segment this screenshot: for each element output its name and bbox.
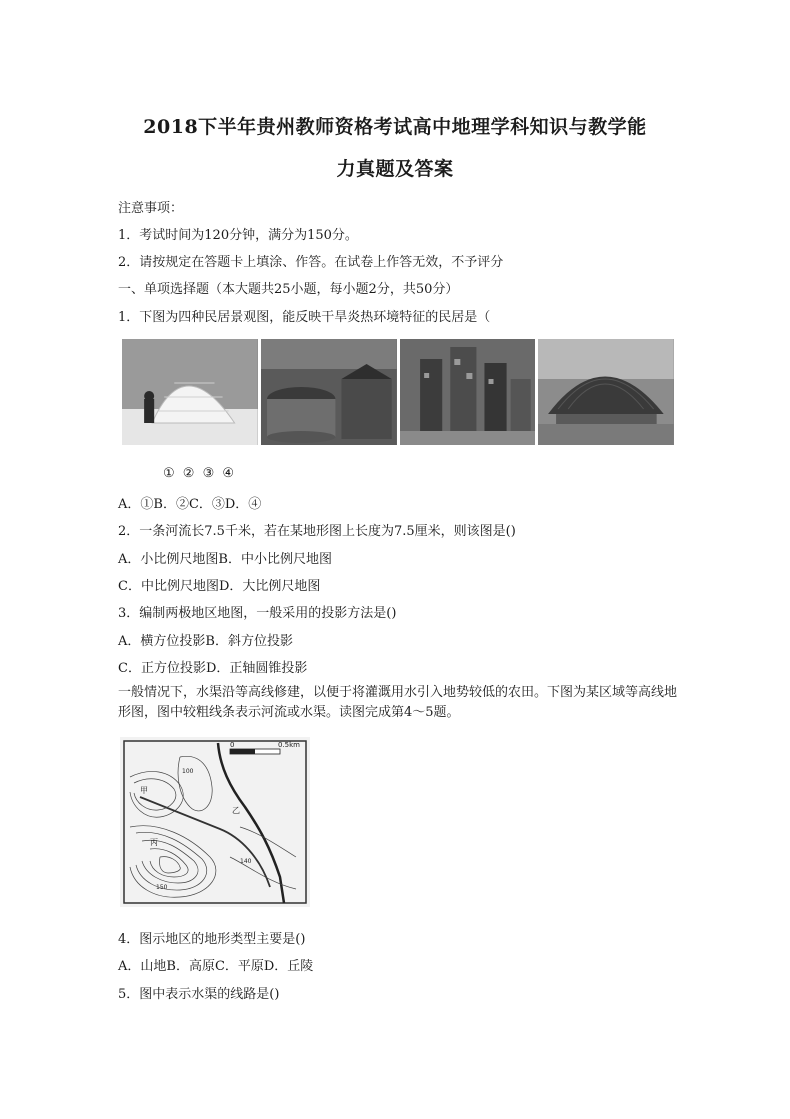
question-1-text: 1．下图为四种民居景观图，能反映干旱炎热环境特征的民居是（: [118, 310, 491, 325]
question-1-options: A．①B．②C．③D．④: [118, 497, 262, 512]
photo-tulou: [261, 339, 397, 445]
question-2-options-cd: C．中比例尺地图D．大比例尺地图: [118, 579, 321, 594]
question-3-options-cd: C．正方位投影D．正轴圆锥投影: [118, 661, 308, 676]
question-5-text: 5．图中表示水渠的线路是(): [118, 987, 280, 1002]
map-contour-label-150: 150: [156, 884, 168, 891]
map-contour-label-140: 140: [240, 858, 252, 865]
passage-questions-4-5: 一般情况下，水渠沿等高线修建，以便于将灌溉用水引入地势较低的农田。下图为某区域等高线地形图，图中较粗线条表示河流或水渠。读图完成第4～5题。: [118, 685, 678, 720]
contour-map-figure: [120, 737, 310, 907]
document-title-line-2: 力真题及答案: [336, 158, 454, 180]
photo-igloo: [122, 339, 258, 445]
photo-stone-towers: [400, 339, 536, 445]
section-heading-single-choice: 一、单项选择题（本大题共25小题，每小题2分，共50分）: [118, 282, 459, 297]
map-label-yi: 乙: [232, 806, 240, 815]
dwelling-photos-strip: [122, 339, 674, 445]
notice-heading: 注意事项：: [118, 201, 184, 216]
scale-zero-label: 0: [230, 741, 235, 749]
map-label-bing: 丙: [150, 838, 158, 847]
question-4-options: A．山地B．高原C．平原D．丘陵: [118, 959, 314, 974]
question-2-text: 2．一条河流长7.5千米，若在某地形图上长度为7.5厘米，则该图是(): [118, 524, 516, 539]
notice-item-2: 2．请按规定在答题卡上填涂、作答。在试卷上作答无效，不予评分: [118, 255, 504, 270]
photo-number-labels: ① ② ③ ④: [163, 466, 237, 481]
map-label-jia: 甲: [140, 786, 148, 795]
document-title-line-1: 2018下半年贵州教师资格考试高中地理学科知识与教学能: [143, 116, 647, 138]
photo-thatched-hut: [538, 339, 674, 445]
map-contour-label-100: 100: [182, 768, 194, 775]
scale-end-label: 0.5km: [278, 741, 301, 749]
question-3-options-ab: A．横方位投影B．斜方位投影: [118, 634, 293, 649]
question-3-text: 3．编制两极地区地图，一般采用的投影方法是(): [118, 606, 397, 621]
question-2-options-ab: A．小比例尺地图B．中小比例尺地图: [118, 552, 332, 567]
notice-item-1: 1．考试时间为120分钟，满分为150分。: [118, 228, 358, 243]
question-4-text: 4．图示地区的地形类型主要是(): [118, 932, 306, 947]
